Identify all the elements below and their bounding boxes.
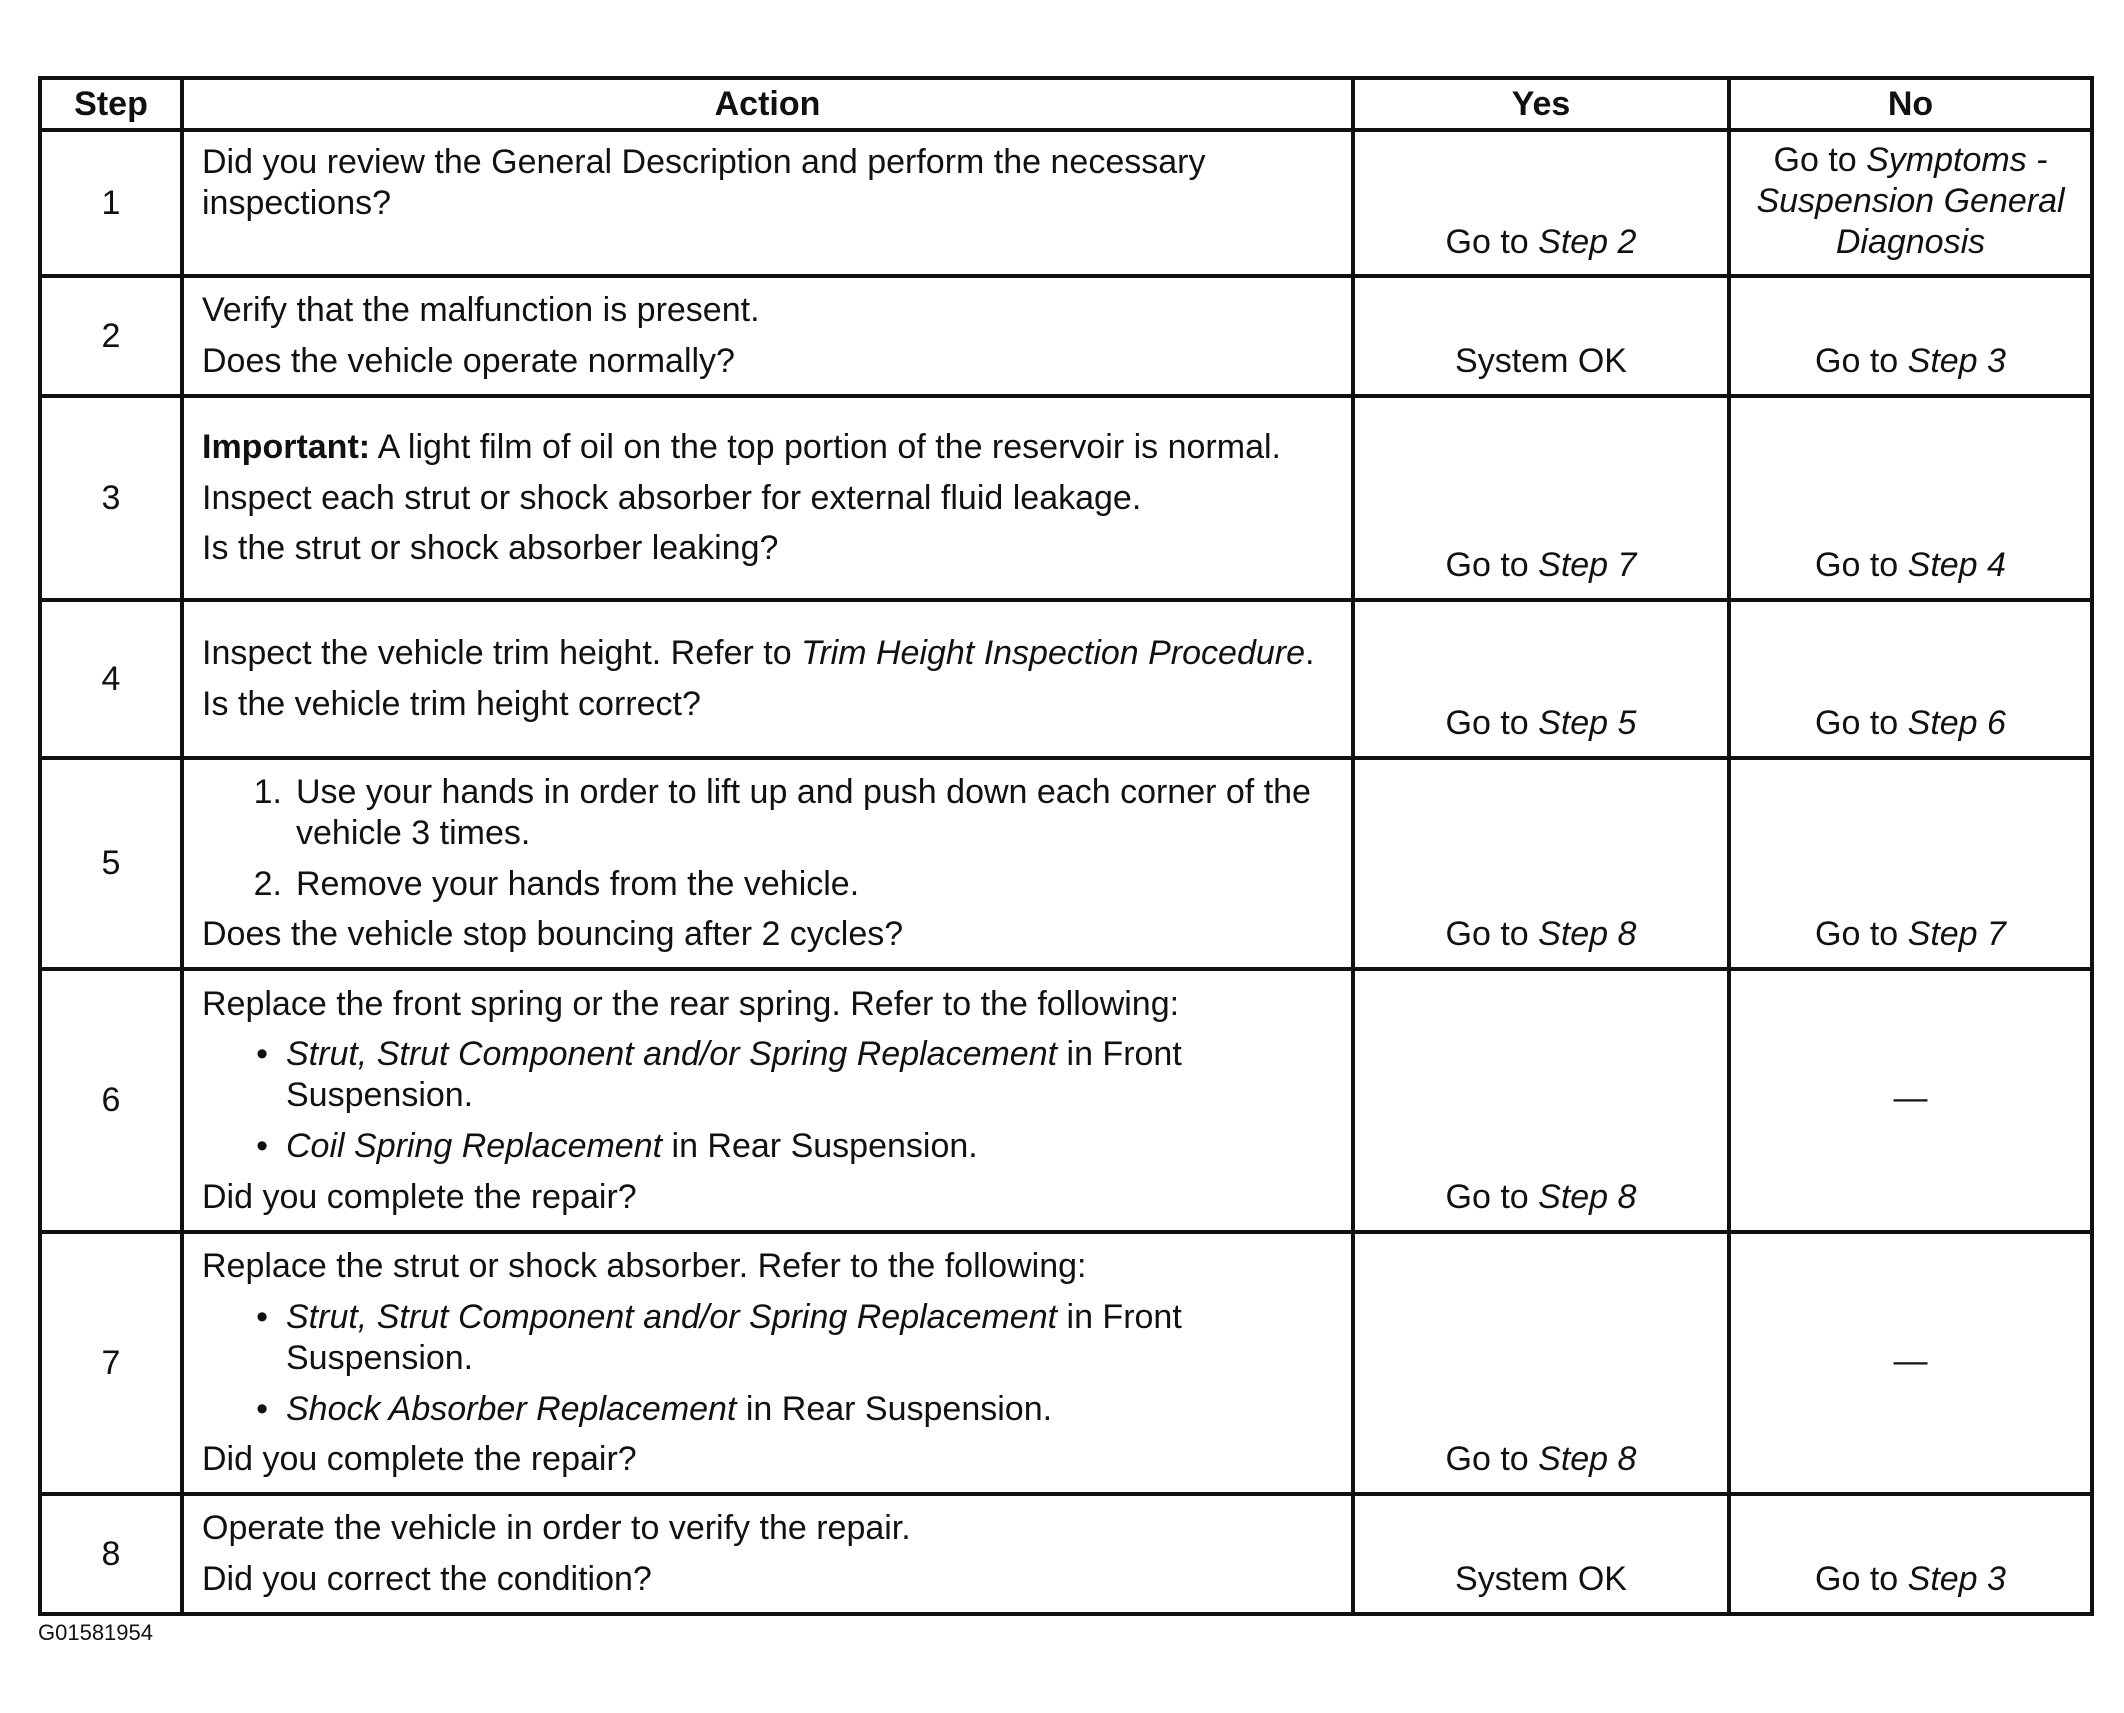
instruction-text: Replace the front spring or the rear spring. Refer to the following:: [202, 984, 1180, 1023]
header-row: [40, 78, 2092, 130]
location-text: in Rear Suspension.: [662, 1127, 978, 1166]
important-note: [202, 427, 1333, 468]
action-cell: [182, 600, 1353, 758]
no-prefix: Go to: [1815, 1559, 1908, 1598]
no-step-link[interactable]: Symptoms - Suspension General Diagnosis: [1756, 141, 2065, 261]
question-text: Is the vehicle trim height correct?: [202, 684, 701, 723]
yes-step-link[interactable]: Step 7: [1538, 546, 1637, 585]
question-text: Does the vehicle stop bouncing after 2 cycles?: [202, 915, 904, 954]
item-text: Remove your hands from the vehicle.: [296, 864, 860, 903]
step-row-1: [40, 130, 2092, 276]
yes-prefix: Go to: [1445, 915, 1539, 954]
diagnostic-table: [38, 76, 2094, 1616]
no-step-link[interactable]: Step 7: [1907, 915, 2006, 954]
question-text: Did you complete the repair?: [202, 1440, 637, 1479]
no-cell: [1729, 276, 2092, 396]
header-action: Action: [182, 78, 1353, 130]
step-number: 5: [40, 758, 182, 969]
step-number: 2: [40, 276, 182, 396]
procedure-link[interactable]: Strut, Strut Component and/or Spring Replacement: [286, 1297, 1058, 1336]
no-prefix: Go to: [1815, 342, 1908, 381]
action-cell: [182, 1232, 1353, 1494]
figure-id: G01581954: [38, 1620, 153, 1645]
yes-cell: System OK: [1353, 276, 1729, 396]
action-cell: [182, 130, 1353, 276]
step-number: 8: [40, 1494, 182, 1614]
location-text: in Front Suspension.: [286, 1297, 1182, 1377]
step-number: 6: [40, 969, 182, 1232]
procedure-link[interactable]: Trim Height Inspection Procedure: [801, 634, 1306, 673]
no-step-link[interactable]: Step 6: [1907, 704, 2006, 743]
instruction-text: Inspect each strut or shock absorber for external fluid leakage.: [202, 478, 1142, 517]
instruction-suffix: .: [1305, 634, 1315, 673]
no-step-link[interactable]: Step 3: [1907, 342, 2006, 381]
question-text: Is the strut or shock absorber leaking?: [202, 529, 779, 568]
procedure-link[interactable]: Coil Spring Replacement: [286, 1127, 663, 1166]
step-row-8: [40, 1494, 2092, 1614]
action-cell: [182, 758, 1353, 969]
action-cell: [182, 969, 1353, 1232]
action-cell: [182, 276, 1353, 396]
action-cell: [182, 396, 1353, 600]
question-text: Does the vehicle operate normally?: [202, 342, 735, 381]
yes-cell: [1353, 600, 1729, 758]
question-text: Did you review the General Description and perform the necessary inspections?: [202, 143, 1206, 222]
yes-cell: [1353, 130, 1729, 276]
item-text: Use your hands in order to lift up and push down each corner of the vehicle 3 times.: [296, 772, 1311, 852]
yes-step-link[interactable]: Step 2: [1538, 222, 1637, 261]
location-text: in Front Suspension.: [286, 1035, 1182, 1115]
instruction-text: Verify that the malfunction is present.: [202, 291, 760, 330]
no-prefix: Go to: [1815, 915, 1908, 954]
item-number: 1.: [253, 772, 282, 811]
item-text: [286, 1034, 1333, 1116]
no-cell: [1729, 396, 2092, 600]
location-text: in Rear Suspension.: [736, 1389, 1053, 1428]
no-cell: [1729, 758, 2092, 969]
step-row-7: [40, 1232, 2092, 1494]
yes-cell: [1353, 969, 1729, 1232]
step-row-4: [40, 600, 2092, 758]
item-text: [286, 1126, 1333, 1167]
step-row-6: [40, 969, 2092, 1232]
bullet-icon: •: [256, 1297, 268, 1336]
yes-prefix: Go to: [1445, 1178, 1539, 1217]
header-yes: Yes: [1353, 78, 1729, 130]
yes-step-link[interactable]: Step 8: [1538, 915, 1637, 954]
step-row-3: [40, 396, 2092, 600]
header-step: Step: [40, 78, 182, 130]
numbered-item: [202, 864, 1333, 905]
bullet-item: [202, 1126, 1333, 1167]
yes-step-link[interactable]: Step 5: [1538, 704, 1637, 743]
instruction-text: [202, 633, 1333, 674]
no-prefix: Go to: [1815, 546, 1908, 585]
yes-step-link[interactable]: Step 8: [1538, 1440, 1637, 1479]
yes-cell: [1353, 396, 1729, 600]
step-number: 4: [40, 600, 182, 758]
yes-prefix: Go to: [1445, 704, 1539, 743]
step-number: 1: [40, 130, 182, 276]
no-cell: —: [1729, 969, 2092, 1232]
header-no: No: [1729, 78, 2092, 130]
procedure-link[interactable]: Strut, Strut Component and/or Spring Replacement: [286, 1035, 1058, 1074]
no-cell: [1729, 600, 2092, 758]
procedure-link[interactable]: Shock Absorber Replacement: [286, 1389, 737, 1428]
important-text: A light film of oil on the top portion of the reservoir is normal.: [370, 427, 1281, 466]
instruction-prefix: Inspect the vehicle trim height. Refer to: [202, 634, 802, 673]
no-step-link[interactable]: Step 3: [1907, 1559, 2006, 1598]
no-prefix: Go to: [1815, 704, 1908, 743]
bullet-item: [202, 1034, 1333, 1116]
question-text: Did you correct the condition?: [202, 1559, 652, 1598]
no-cell: [1729, 1494, 2092, 1614]
item-text: [286, 1297, 1333, 1379]
no-cell: [1729, 130, 2092, 276]
item-number: 2.: [253, 864, 282, 903]
bullet-icon: •: [256, 1127, 268, 1166]
yes-step-link[interactable]: Step 8: [1538, 1178, 1637, 1217]
yes-prefix: Go to: [1445, 546, 1539, 585]
no-cell: —: [1729, 1232, 2092, 1494]
step-row-2: [40, 276, 2092, 396]
step-number: 3: [40, 396, 182, 600]
yes-cell: [1353, 1232, 1729, 1494]
item-text: [286, 1389, 1333, 1430]
important-label: Important:: [202, 427, 371, 466]
instruction-text: Operate the vehicle in order to verify the repair.: [202, 1509, 911, 1548]
step-number: 7: [40, 1232, 182, 1494]
step-row-5: [40, 758, 2092, 969]
bullet-item: [202, 1389, 1333, 1430]
yes-cell: System OK: [1353, 1494, 1729, 1614]
no-step-link[interactable]: Step 4: [1907, 546, 2006, 585]
yes-prefix: Go to: [1445, 222, 1539, 261]
yes-prefix: Go to: [1445, 1440, 1539, 1479]
bullet-icon: •: [256, 1035, 268, 1074]
action-cell: [182, 1494, 1353, 1614]
no-prefix: Go to: [1773, 141, 1867, 179]
bullet-icon: •: [256, 1389, 268, 1428]
question-text: Did you complete the repair?: [202, 1177, 637, 1216]
bullet-item: [202, 1297, 1333, 1379]
yes-cell: [1353, 758, 1729, 969]
numbered-item: [202, 772, 1333, 854]
instruction-text: Replace the strut or shock absorber. Refer to the following:: [202, 1247, 1087, 1286]
